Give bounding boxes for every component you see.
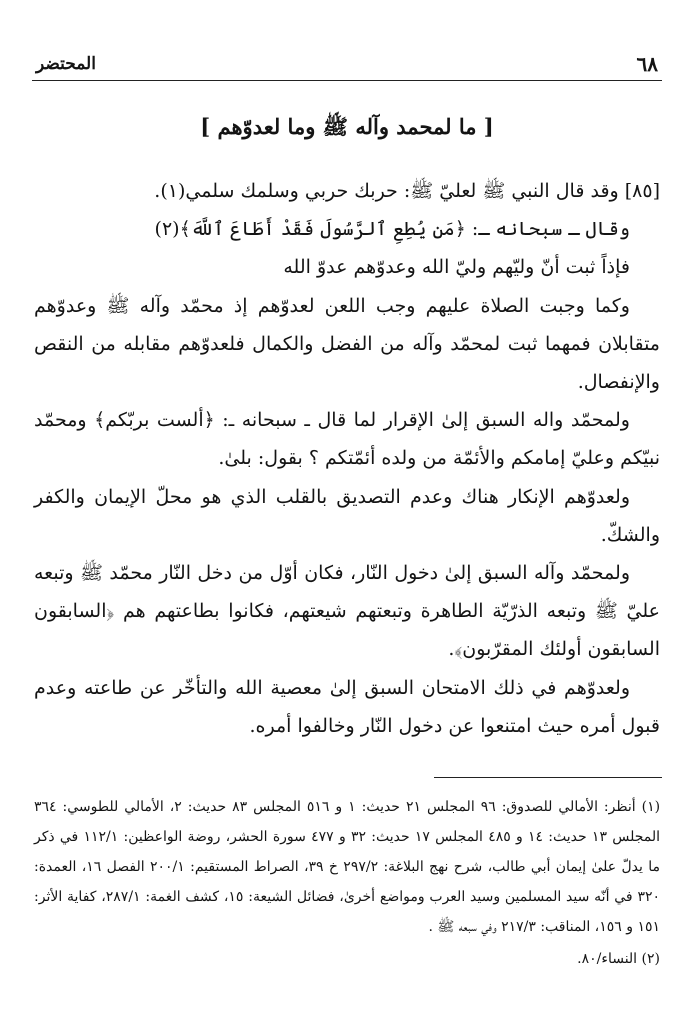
paragraph-enemies-disobedience: ولعدوّهم في ذلك الامتحان السبق إلىٰ معصية الله والتأخّر عن طاعته وعدم قبول أمره حيث امتنعوا عن دخول النّار وخالفوا أمره. xyxy=(34,676,660,737)
main-text xyxy=(34,172,660,745)
page-number: ٦٨ xyxy=(636,52,658,76)
page-header xyxy=(32,52,662,76)
paragraph-blessing-curse: وكما وجبت الصلاة عليهم وجب اللعن لعدوّهم إذ محمّد وآله ﷺ وعدوّهم متقابلان فمهما ثبت لمحمّد وآله من الفضل والكمال فلعدوّهم مقابله من النقص والإنفصال. xyxy=(34,294,660,394)
footnote-2: (٢) النساء/٨٠. xyxy=(577,951,660,967)
paragraph-enemies-denial: ولعدوّهم الإنكار هناك وعدم التصديق بالقلب الذي هو محلّ الإيمان والكفر والشكّ. xyxy=(34,485,660,546)
header-rule xyxy=(32,80,662,81)
paragraph-quran-verse: وقال ـ سبحانه ـ: ﴿مَن يُطِعِ ٱلرَّسُولَ فَقَدْ أَطَاعَ ٱللَّهَ﴾(٢) xyxy=(154,218,630,241)
section-heading: [ ما لمحمد وآله ﷺ وما لعدوّهم ] xyxy=(200,114,494,139)
paragraph-conclusion: فإذاً ثبت أنّ وليّهم وليّ الله وعدوّهم عدوّ الله xyxy=(283,256,630,279)
paragraph-85: [٨٥] وقد قال النبي ﷺ لعليّ ﷺ: حربك حربي وسلمك سلمي(١). xyxy=(154,180,660,202)
paragraph-entering-fire: ولمحمّد وآله السبق إلىٰ دخول النّار، فكان أوّل من دخل النّار محمّد ﷺ وتبعه عليّ ﷺ وتبعه الذرّيّة الطاهرة وتبعتهم شيعتهم، فكانوا بطاعتهم هم ﴿السابقون السابقون أولئك المقرّبون﴾. xyxy=(34,562,660,661)
paragraph-precedence-affirmation: ولمحمّد واله السبق إلىٰ الإقرار لما قال ـ سبحانه ـ: ﴿ألست بربّكم﴾ ومحمّد نبيّكم وعليّ إمامكم والأئمّة من ولده أئمّتكم ؟ بقول: بلىٰ. xyxy=(34,409,660,470)
footnote-1: (١) أنظر: الأمالي للصدوق: ٩٦ المجلس ٢١ حديث: ١ و ٥١٦ المجلس ٨٣ حديث: ٢، الأمالي للطوسي: ٣٦٤ المجلس ١٣ حديث: ١٤ و ٤٨٥ المجلس ١٧ حديث: ٣٢ و ٤٧٧ سورة الحشر، روضة الواعظين: ١١٢/١ في ذكر ما يدلّ علىٰ إيمان أبي طالب، شرح نهج البلاغة: ٢٩٧/٢ خ ٣٩، الصراط المستقيم: ٢٠٠/١ الفصل ١٦، العمدة: ٣٢٠ في أنّه سيد المسلمين وسيد العرب ومواضع أخرىٰ، فضائل الشيعة: ١٥، كشف الغمة: ٢٨٧/١، كفاية الأثر: ١٥١ و ١٥٦، المناقب: ٢١٧/٣ وفي سبعه ﷺ . xyxy=(34,799,661,935)
footnote-separator xyxy=(434,777,662,778)
footnotes xyxy=(34,792,660,974)
running-title: المحتضر xyxy=(36,54,96,74)
